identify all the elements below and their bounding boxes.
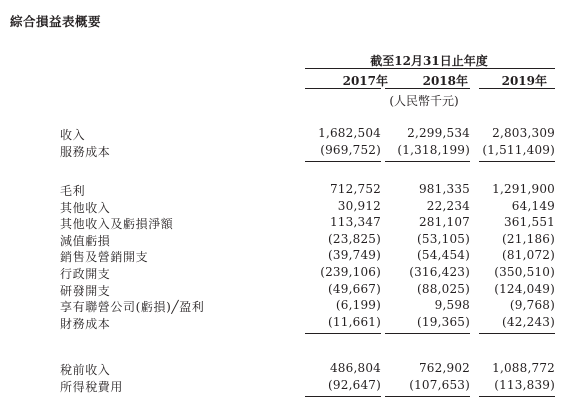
year-header-rule [385,88,470,89]
value-cell: (1,318,199) [397,142,470,157]
value-cell: (21,186) [502,231,555,246]
subtotal-rule [385,396,470,397]
value-cell: 2,803,309 [492,126,555,140]
value-cell: 64,149 [511,198,555,213]
year-header-rule [479,88,555,89]
value-cell: (239,106) [320,265,381,279]
row-label: 毛利 [60,184,86,198]
row-label: 享有聯營公司(虧損)╱盈利 [60,300,205,315]
value-cell: 113,347 [329,215,381,230]
value-cell: (19,365) [417,314,470,329]
year-header-2019: 2019年 [501,74,547,88]
value-cell: (11,661) [328,314,381,329]
period-header-rule [305,68,555,69]
value-cell: (49,667) [328,281,381,296]
subtotal-rule [305,396,381,397]
value-cell: (39,749) [328,248,381,263]
row-label: 銷售及營銷開支 [60,250,149,265]
value-cell: (23,825) [328,231,381,246]
value-cell: (54,454) [417,248,470,263]
value-cell: (92,647) [328,377,381,392]
year-header-rule [305,88,381,89]
value-cell: (124,049) [494,281,555,296]
row-label: 稅前收入 [60,363,111,377]
year-header-2017: 2017年 [342,74,388,88]
value-cell: 9,598 [434,298,470,313]
subtotal-rule [479,161,555,162]
row-label: 所得稅費用 [60,379,124,394]
value-cell: (81,072) [502,248,555,263]
row-label: 服務成本 [60,144,111,159]
value-cell: 1,291,900 [492,182,555,196]
value-cell: 361,551 [503,215,555,230]
value-cell: 712,752 [329,182,381,196]
subtotal-rule [305,333,381,334]
value-cell: (107,653) [409,377,470,392]
unit-label: (人民幣千元) [389,94,459,108]
subtotal-rule [385,333,470,334]
value-cell: (88,025) [417,281,470,296]
value-cell: 30,912 [337,198,381,213]
value-cell: 1,088,772 [492,361,555,375]
row-label: 財務成本 [60,316,111,331]
value-cell: (9,768) [509,298,555,313]
year-header-2018: 2018年 [422,74,468,88]
value-cell: 281,107 [418,215,470,230]
value-cell: 486,804 [329,361,381,375]
subtotal-rule [305,161,381,162]
value-cell: (113,839) [494,377,555,392]
value-cell: (969,752) [320,142,381,157]
period-header: 截至12月31日止年度 [370,54,488,68]
value-cell: (316,423) [409,265,470,279]
row-label: 行政開支 [60,267,111,281]
row-label: 其他收入及虧損淨額 [60,217,174,232]
row-label: 研發開支 [60,283,111,298]
value-cell: 22,234 [426,198,470,213]
subtotal-rule [479,396,555,397]
value-cell: (53,105) [417,231,470,246]
row-label: 收入 [60,128,86,142]
value-cell: (42,243) [502,314,555,329]
row-label: 減值虧損 [60,233,111,248]
subtotal-rule [385,161,470,162]
value-cell: 2,299,534 [407,126,470,140]
row-label: 其他收入 [60,200,111,215]
value-cell: (350,510) [494,265,555,279]
subtotal-rule [479,333,555,334]
value-cell: (1,511,409) [482,142,555,157]
value-cell: 1,682,504 [318,126,381,140]
value-cell: 981,335 [418,182,470,196]
value-cell: 762,902 [418,361,470,375]
page-title: 綜合損益表概要 [10,14,102,29]
value-cell: (6,199) [335,298,381,313]
